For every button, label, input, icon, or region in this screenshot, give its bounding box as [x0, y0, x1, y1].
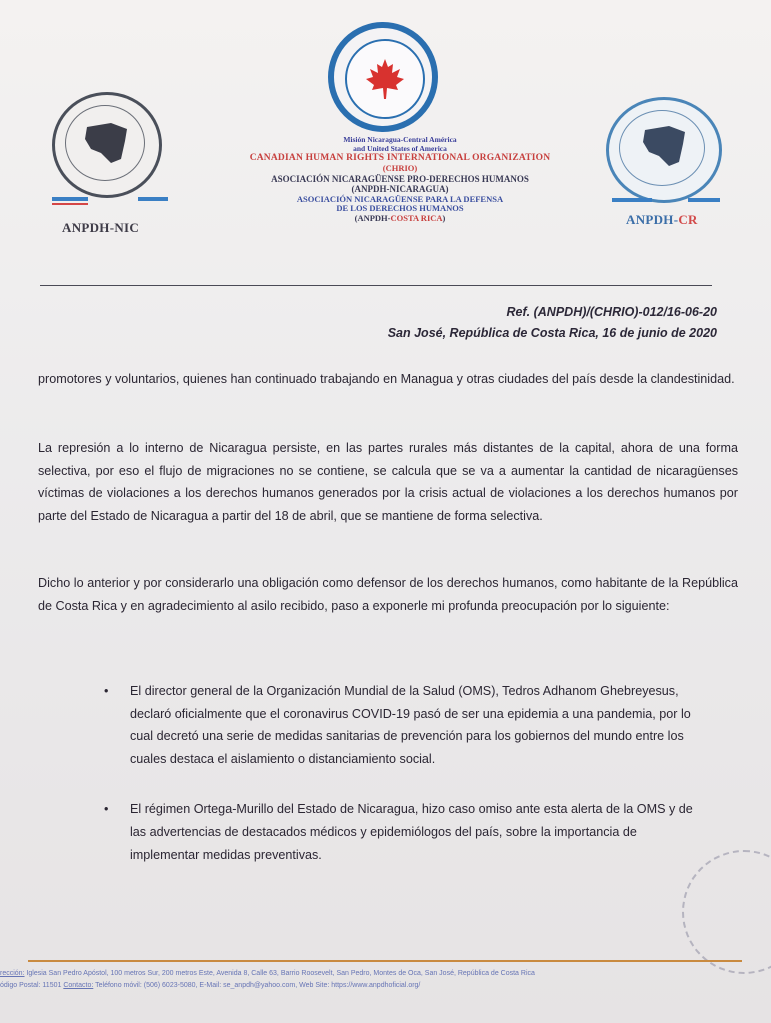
asoc-defensa-line-2: DE LOS DERECHOS HUMANOS: [336, 203, 464, 214]
place-and-date: San José, República de Costa Rica, 16 de junio de 2020: [387, 326, 717, 340]
asoc-defensa-line-1: ASOCIACIÓN NICARAGÜENSE PARA LA DEFENSA: [296, 193, 504, 204]
paragraph-1: promotores y voluntarios, quienes han continuado trabajando en Managua y otras ciudades del país desde la clandestinidad.: [38, 372, 735, 386]
reference-number: Ref. (ANPDH)/(CHRIO)-012/16-06-20: [506, 305, 717, 319]
reference-block: [388, 302, 717, 344]
footer-contact: [0, 968, 771, 992]
chrio-acronym: (CHRIO): [382, 163, 418, 174]
anpdh-nic-seal-icon: [52, 92, 162, 198]
canadian-org-line: CANADIAN HUMAN RIGHTS INTERNATIONAL ORGANIZATION: [249, 153, 551, 164]
asoc-pro-dh-line: ASOCIACIÓN NICARAGÜENSE PRO-DERECHOS HUMANOS: [271, 173, 529, 184]
concerns-list: [104, 680, 704, 866]
letterhead-organizations: [200, 136, 600, 224]
mission-line-2: and United States of America: [353, 143, 447, 153]
chrio-maple-leaf-seal-icon: [328, 22, 438, 132]
footer-address: rección: Iglesia San Pedro Apóstol, 100 metros Sur, 200 metros Este, Avenida 8, Calle 63, Barrio Roosevelt, San Pedro, Montes de Oca, San José, República de Costa Rica: [0, 970, 535, 977]
bullet-icon: •: [104, 684, 109, 698]
left-dash-red: [52, 203, 88, 205]
right-org-name: ANPDH-CR: [626, 212, 698, 227]
left-dash-blue: [52, 197, 88, 201]
mission-line-1: Misión Nicaragua-Central América: [343, 135, 457, 144]
asoc-pro-dh-acronym: (ANPDH-NICARAGUA): [351, 184, 449, 195]
bullet-icon: •: [104, 802, 109, 817]
list-item: • El director general de la Organización Mundial de la Salud (OMS), Tedros Adhanom Ghebreyesus, declaró oficialmente que el coronavirus COVID-19 pasó de ser una epidemia a una pandemia, por lo cual decretó una serie de medidas sanitarias de prevención para los gobiernos del mundo entre los cuales destaca el aislamiento o distanciamiento social.: [104, 680, 704, 770]
faded-stamp-icon: [682, 850, 771, 974]
footer-contact-line: ódigo Postal: 11501 Contacto: Teléfono móvil: (506) 6023-5080, E-Mail: se_anpdh@yahoo.com, Web Site: https://www.anpdhoficial.org/: [0, 982, 421, 989]
right-dash-blue-2: [688, 198, 720, 202]
list-item: • El régimen Ortega-Murillo del Estado de Nicaragua, hizo caso omiso ante esta alerta de la OMS y de las advertencias de destacados médicos y epidemiólogos del país, sobre la importancia de implementar medidas preventivas.: [104, 798, 704, 866]
left-dash-blue-2: [138, 197, 168, 201]
header-divider: [40, 285, 712, 286]
anpdh-cr-seal-icon: [606, 97, 722, 203]
asoc-defensa-acronym: (ANPDH-COSTA RICA): [354, 213, 446, 224]
footer-divider: [28, 960, 742, 962]
paragraph-3: Dicho lo anterior y por considerarlo una obligación como defensor de los derechos humanos, como habitante de la República de Costa Rica y en agradecimiento al asilo recibido, paso a exponerle mi profunda preocupación por lo siguiente:: [38, 576, 738, 613]
right-dash-blue: [612, 198, 652, 202]
left-org-name: ANPDH-NIC: [62, 220, 140, 235]
paragraph-2: La represión a lo interno de Nicaragua persiste, en las partes rurales más distantes de la capital, ahora de una forma selectiva, por eso el flujo de migraciones no se contiene, se calcula que se va a aumentar la cantidad de nicaragüenses víctimas de violaciones a los derechos humanos generados por la crisis actual de violaciones a los derechos humanos por parte del Estado de Nicaragua a partir del 18 de abril, que se mantiene de forma selectiva.: [38, 441, 738, 523]
